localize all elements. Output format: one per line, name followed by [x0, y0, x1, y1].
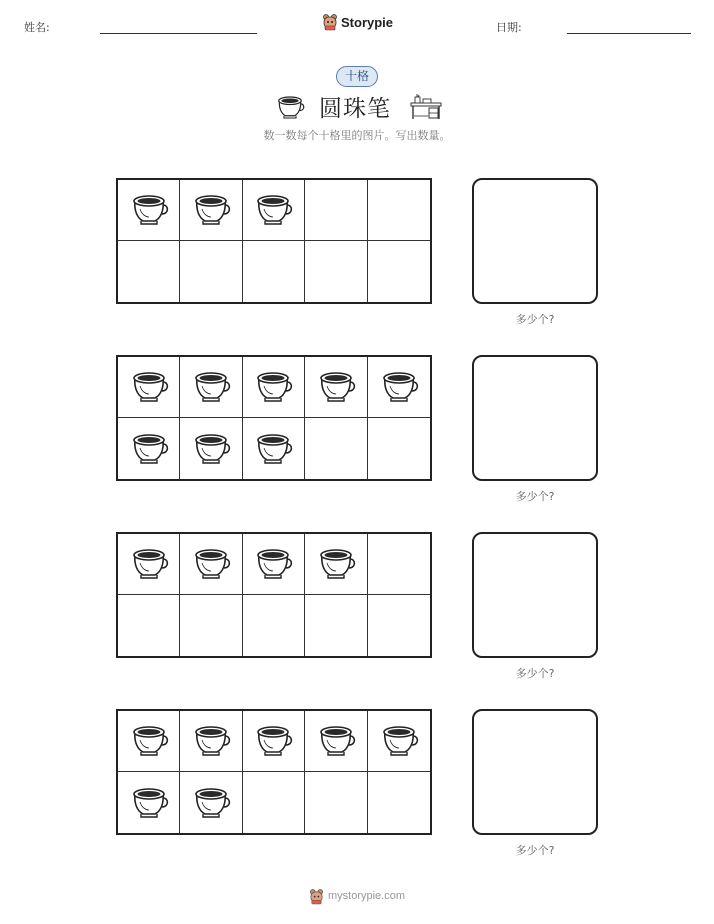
pot-icon [191, 783, 231, 823]
footer-site: mystorypie.com [327, 890, 406, 902]
ten-frame-cell [118, 534, 180, 595]
ten-frame-cell [305, 241, 367, 302]
ten-frame-cell [243, 180, 305, 241]
ten-frame-cell [180, 418, 242, 479]
ten-frame-2 [116, 355, 432, 481]
ten-frame-cell [118, 180, 180, 241]
ten-frame-cell [118, 711, 180, 772]
pot-icon [191, 190, 231, 230]
ten-frame-cell [118, 595, 180, 656]
answer-prompt-1: 多少个? [515, 313, 555, 326]
ten-frame-cell [368, 595, 430, 656]
ten-frame-cell [368, 357, 430, 418]
ten-frame-cell [243, 357, 305, 418]
ten-frame-cell [180, 241, 242, 302]
ten-frame-cell [118, 241, 180, 302]
ten-frame-cell [118, 357, 180, 418]
pot-icon [191, 367, 231, 407]
brand-name: Storypie [341, 14, 394, 30]
pot-icon [316, 544, 356, 584]
worksheet-instructions: 数一数每个十格里的图片。写出数量。 [263, 129, 451, 142]
pot-icon [129, 544, 169, 584]
name-line[interactable] [100, 33, 257, 34]
answer-box-2[interactable] [472, 355, 598, 481]
pot-icon [316, 367, 356, 407]
ten-frame-cell [243, 534, 305, 595]
ten-frame-cell [368, 772, 430, 833]
brand-logo [322, 12, 393, 32]
name-label: 姓名: [24, 21, 50, 34]
ten-frame-cell [243, 711, 305, 772]
date-line[interactable] [567, 33, 691, 34]
pot-icon [379, 721, 419, 761]
ten-frame-cell [368, 711, 430, 772]
ten-frame-cell [305, 418, 367, 479]
ten-frame-cell [368, 180, 430, 241]
ten-frame-cell [305, 711, 367, 772]
ten-frame-cell [305, 534, 367, 595]
pot-icon [253, 367, 293, 407]
pot-icon [129, 783, 169, 823]
ten-frame-cell [243, 241, 305, 302]
worksheet-title: 圆珠笔 [319, 96, 391, 122]
ten-frame-cell [305, 180, 367, 241]
desk-icon [409, 94, 443, 120]
pot-icon [191, 721, 231, 761]
pot-icon [191, 429, 231, 469]
ten-frame-cell [180, 357, 242, 418]
ten-frame-cell [243, 772, 305, 833]
pot-icon [129, 190, 169, 230]
ten-frame-cell [243, 595, 305, 656]
ten-frame-cell [180, 595, 242, 656]
pot-icon [191, 544, 231, 584]
pot-icon [253, 429, 293, 469]
answer-box-4[interactable] [472, 709, 598, 835]
ten-frame-cell [243, 418, 305, 479]
pot-icon [316, 721, 356, 761]
ten-frame-cell [305, 357, 367, 418]
pot-icon [253, 544, 293, 584]
answer-prompt-4: 多少个? [515, 844, 555, 857]
ten-frame-cell [180, 180, 242, 241]
pot-icon [129, 367, 169, 407]
answer-prompt-3: 多少个? [515, 667, 555, 680]
ten-frame-cell [305, 772, 367, 833]
pot-icon [129, 721, 169, 761]
ten-frame-cell [368, 534, 430, 595]
ten-frame-cell [180, 534, 242, 595]
pot-icon [253, 721, 293, 761]
ten-frame-4 [116, 709, 432, 835]
pot-icon [379, 367, 419, 407]
date-label: 日期: [496, 21, 522, 34]
answer-box-1[interactable] [472, 178, 598, 304]
pot-icon [275, 92, 305, 120]
ten-frame-3 [116, 532, 432, 658]
answer-box-3[interactable] [472, 532, 598, 658]
ten-frame-cell [118, 772, 180, 833]
pot-icon [129, 429, 169, 469]
pot-icon [253, 190, 293, 230]
answer-prompt-2: 多少个? [515, 490, 555, 503]
ten-frame-cell [305, 595, 367, 656]
worksheet-badge: 十格 [336, 66, 378, 87]
ten-frame-cell [180, 772, 242, 833]
ten-frame-cell [118, 418, 180, 479]
ten-frame-cell [368, 241, 430, 302]
ten-frame-1 [116, 178, 432, 304]
mascot-icon [322, 13, 338, 31]
ten-frame-cell [368, 418, 430, 479]
ten-frame-cell [180, 711, 242, 772]
footer [0, 886, 714, 906]
mascot-icon [309, 888, 324, 905]
